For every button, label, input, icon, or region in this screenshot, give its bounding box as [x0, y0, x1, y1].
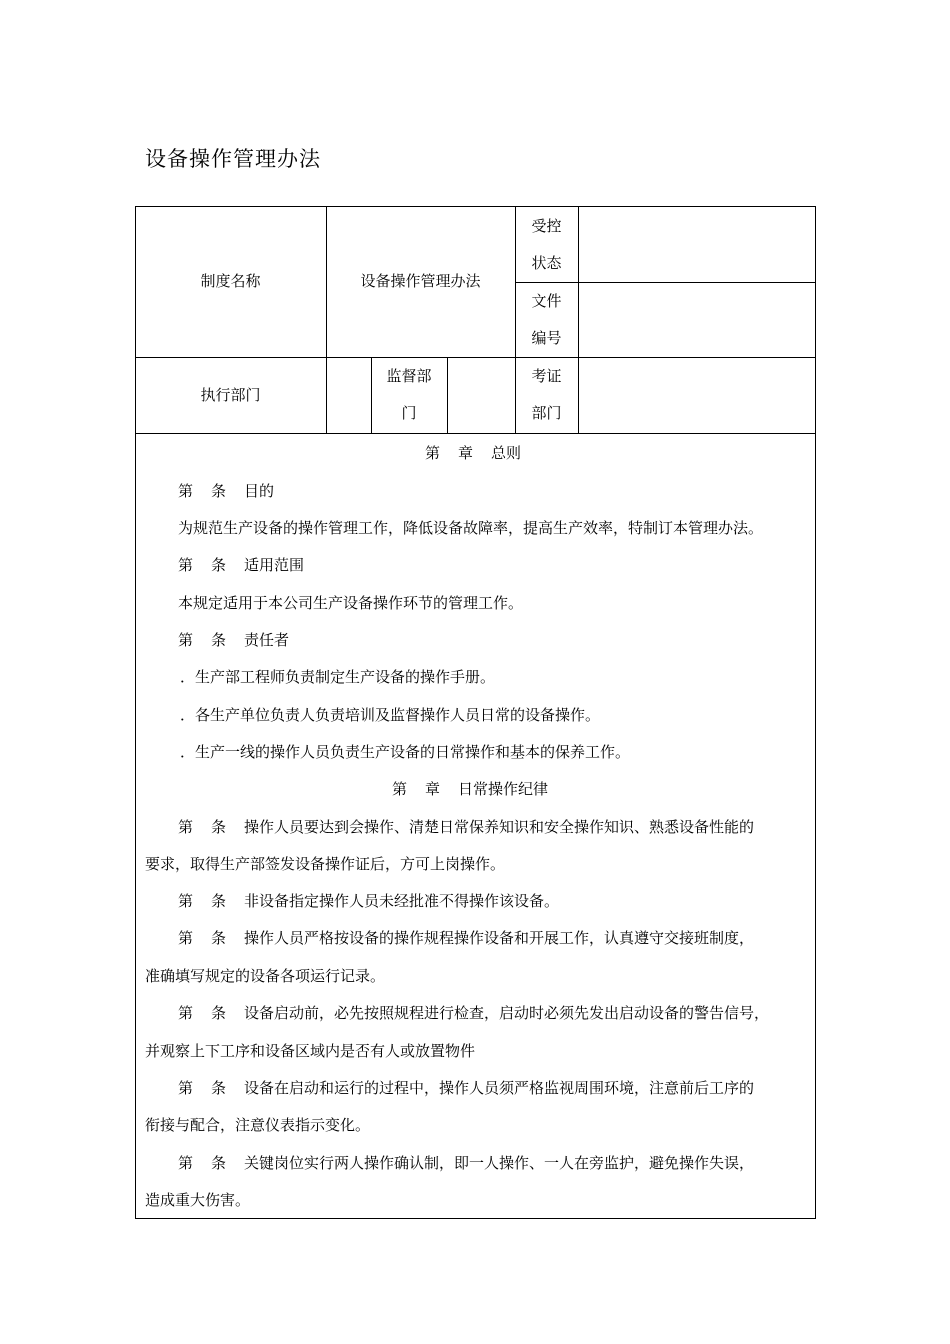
article-num: 第 [178, 929, 194, 947]
paragraph: 衔接与配合，注意仪表指示变化。 [145, 1116, 371, 1134]
article-text: 非设备指定操作人员未经批准不得操作该设备。 [244, 892, 560, 910]
list-item: ．各生产单位负责人负责培训及监督操作人员日常的设备操作。 [180, 706, 601, 724]
article-heading [178, 630, 289, 650]
article-num: 第 [178, 818, 194, 836]
table-divider [447, 357, 448, 433]
article-text: 操作人员严格按设备的操作规程操作设备和开展工作，认真遵守交接班制度， [244, 929, 755, 947]
doc-number-label-line2: 编号 [531, 329, 562, 347]
article-word: 条 [211, 631, 227, 649]
controlled-status-label-line2: 状态 [531, 254, 562, 272]
article-line [178, 928, 754, 948]
table-divider [135, 433, 816, 434]
audit-dept-label-line2: 部门 [531, 404, 562, 422]
article-line [178, 1153, 754, 1173]
chapter-heading [425, 443, 521, 463]
article-title: 目的 [244, 482, 275, 500]
article-text: 关键岗位实行两人操作确认制，即一人操作、一人在旁监护，避免操作失误， [244, 1154, 755, 1172]
article-line [178, 817, 754, 837]
article-num: 第 [178, 482, 194, 500]
paragraph: 并观察上下工序和设备区域内是否有人或放置物件 [145, 1042, 476, 1060]
doc-number-label [515, 283, 578, 357]
chapter-num: 第 [425, 444, 441, 462]
article-word: 条 [211, 1004, 227, 1022]
article-num: 第 [178, 1154, 194, 1172]
controlled-status-label [515, 208, 578, 282]
audit-dept-label [515, 358, 578, 432]
article-num: 第 [178, 892, 194, 910]
article-heading [178, 555, 304, 575]
paragraph: 造成重大伤害。 [145, 1191, 251, 1209]
chapter-title: 日常操作纪律 [458, 780, 549, 798]
doc-number-label-line1: 文件 [531, 292, 562, 310]
article-word: 条 [211, 892, 227, 910]
system-name-label: 制度名称 [200, 272, 261, 290]
article-word: 条 [211, 482, 227, 500]
paragraph: 准确填写规定的设备各项运行记录。 [145, 967, 386, 985]
article-line [178, 891, 559, 911]
article-text: 操作人员要达到会操作、清楚日常保养知识和安全操作知识、熟悉设备性能的 [244, 818, 755, 836]
article-text: 设备在启动和运行的过程中，操作人员须严格监视周围环境，注意前后工序的 [244, 1079, 755, 1097]
article-num: 第 [178, 631, 194, 649]
article-text: 设备启动前，必先按照规程进行检查，启动时必须先发出启动设备的警告信号， [244, 1004, 770, 1022]
table-divider [135, 357, 816, 358]
article-word: 条 [211, 556, 227, 574]
chapter-num: 第 [392, 780, 408, 798]
paragraph: 本规定适用于本公司生产设备操作环节的管理工作。 [178, 594, 524, 612]
paragraph: 为规范生产设备的操作管理工作，降低设备故障率，提高生产效率，特制订本管理办法。 [178, 519, 764, 537]
article-title: 适用范围 [244, 556, 305, 574]
supervise-dept-label [371, 358, 447, 432]
article-word: 条 [211, 929, 227, 947]
list-item: ．生产一线的操作人员负责生产设备的日常操作和基本的保养工作。 [180, 743, 631, 761]
article-heading [178, 481, 274, 501]
exec-dept-label: 执行部门 [200, 386, 261, 404]
article-word: 条 [211, 818, 227, 836]
article-title: 责任者 [244, 631, 290, 649]
list-item: ．生产部工程师负责制定生产设备的操作手册。 [180, 668, 496, 686]
article-word: 条 [211, 1154, 227, 1172]
table-divider [578, 206, 579, 433]
article-num: 第 [178, 1004, 194, 1022]
article-word: 条 [211, 1079, 227, 1097]
paragraph: 要求，取得生产部签发设备操作证后，方可上岗操作。 [145, 855, 506, 873]
chapter-word: 章 [425, 780, 441, 798]
article-line [178, 1003, 769, 1023]
system-name-value: 设备操作管理办法 [360, 272, 481, 290]
audit-dept-label-line1: 考证 [531, 367, 562, 385]
controlled-status-label-line1: 受控 [531, 217, 562, 235]
chapter-word: 章 [458, 444, 474, 462]
supervise-dept-label-line1: 监督部 [386, 367, 432, 385]
table-divider [326, 206, 327, 433]
article-num: 第 [178, 556, 194, 574]
article-num: 第 [178, 1079, 194, 1097]
article-line [178, 1078, 754, 1098]
supervise-dept-label-line2: 门 [401, 404, 417, 422]
chapter-heading [392, 779, 548, 799]
chapter-title: 总则 [491, 444, 522, 462]
document-title: 设备操作管理办法 [145, 147, 321, 171]
